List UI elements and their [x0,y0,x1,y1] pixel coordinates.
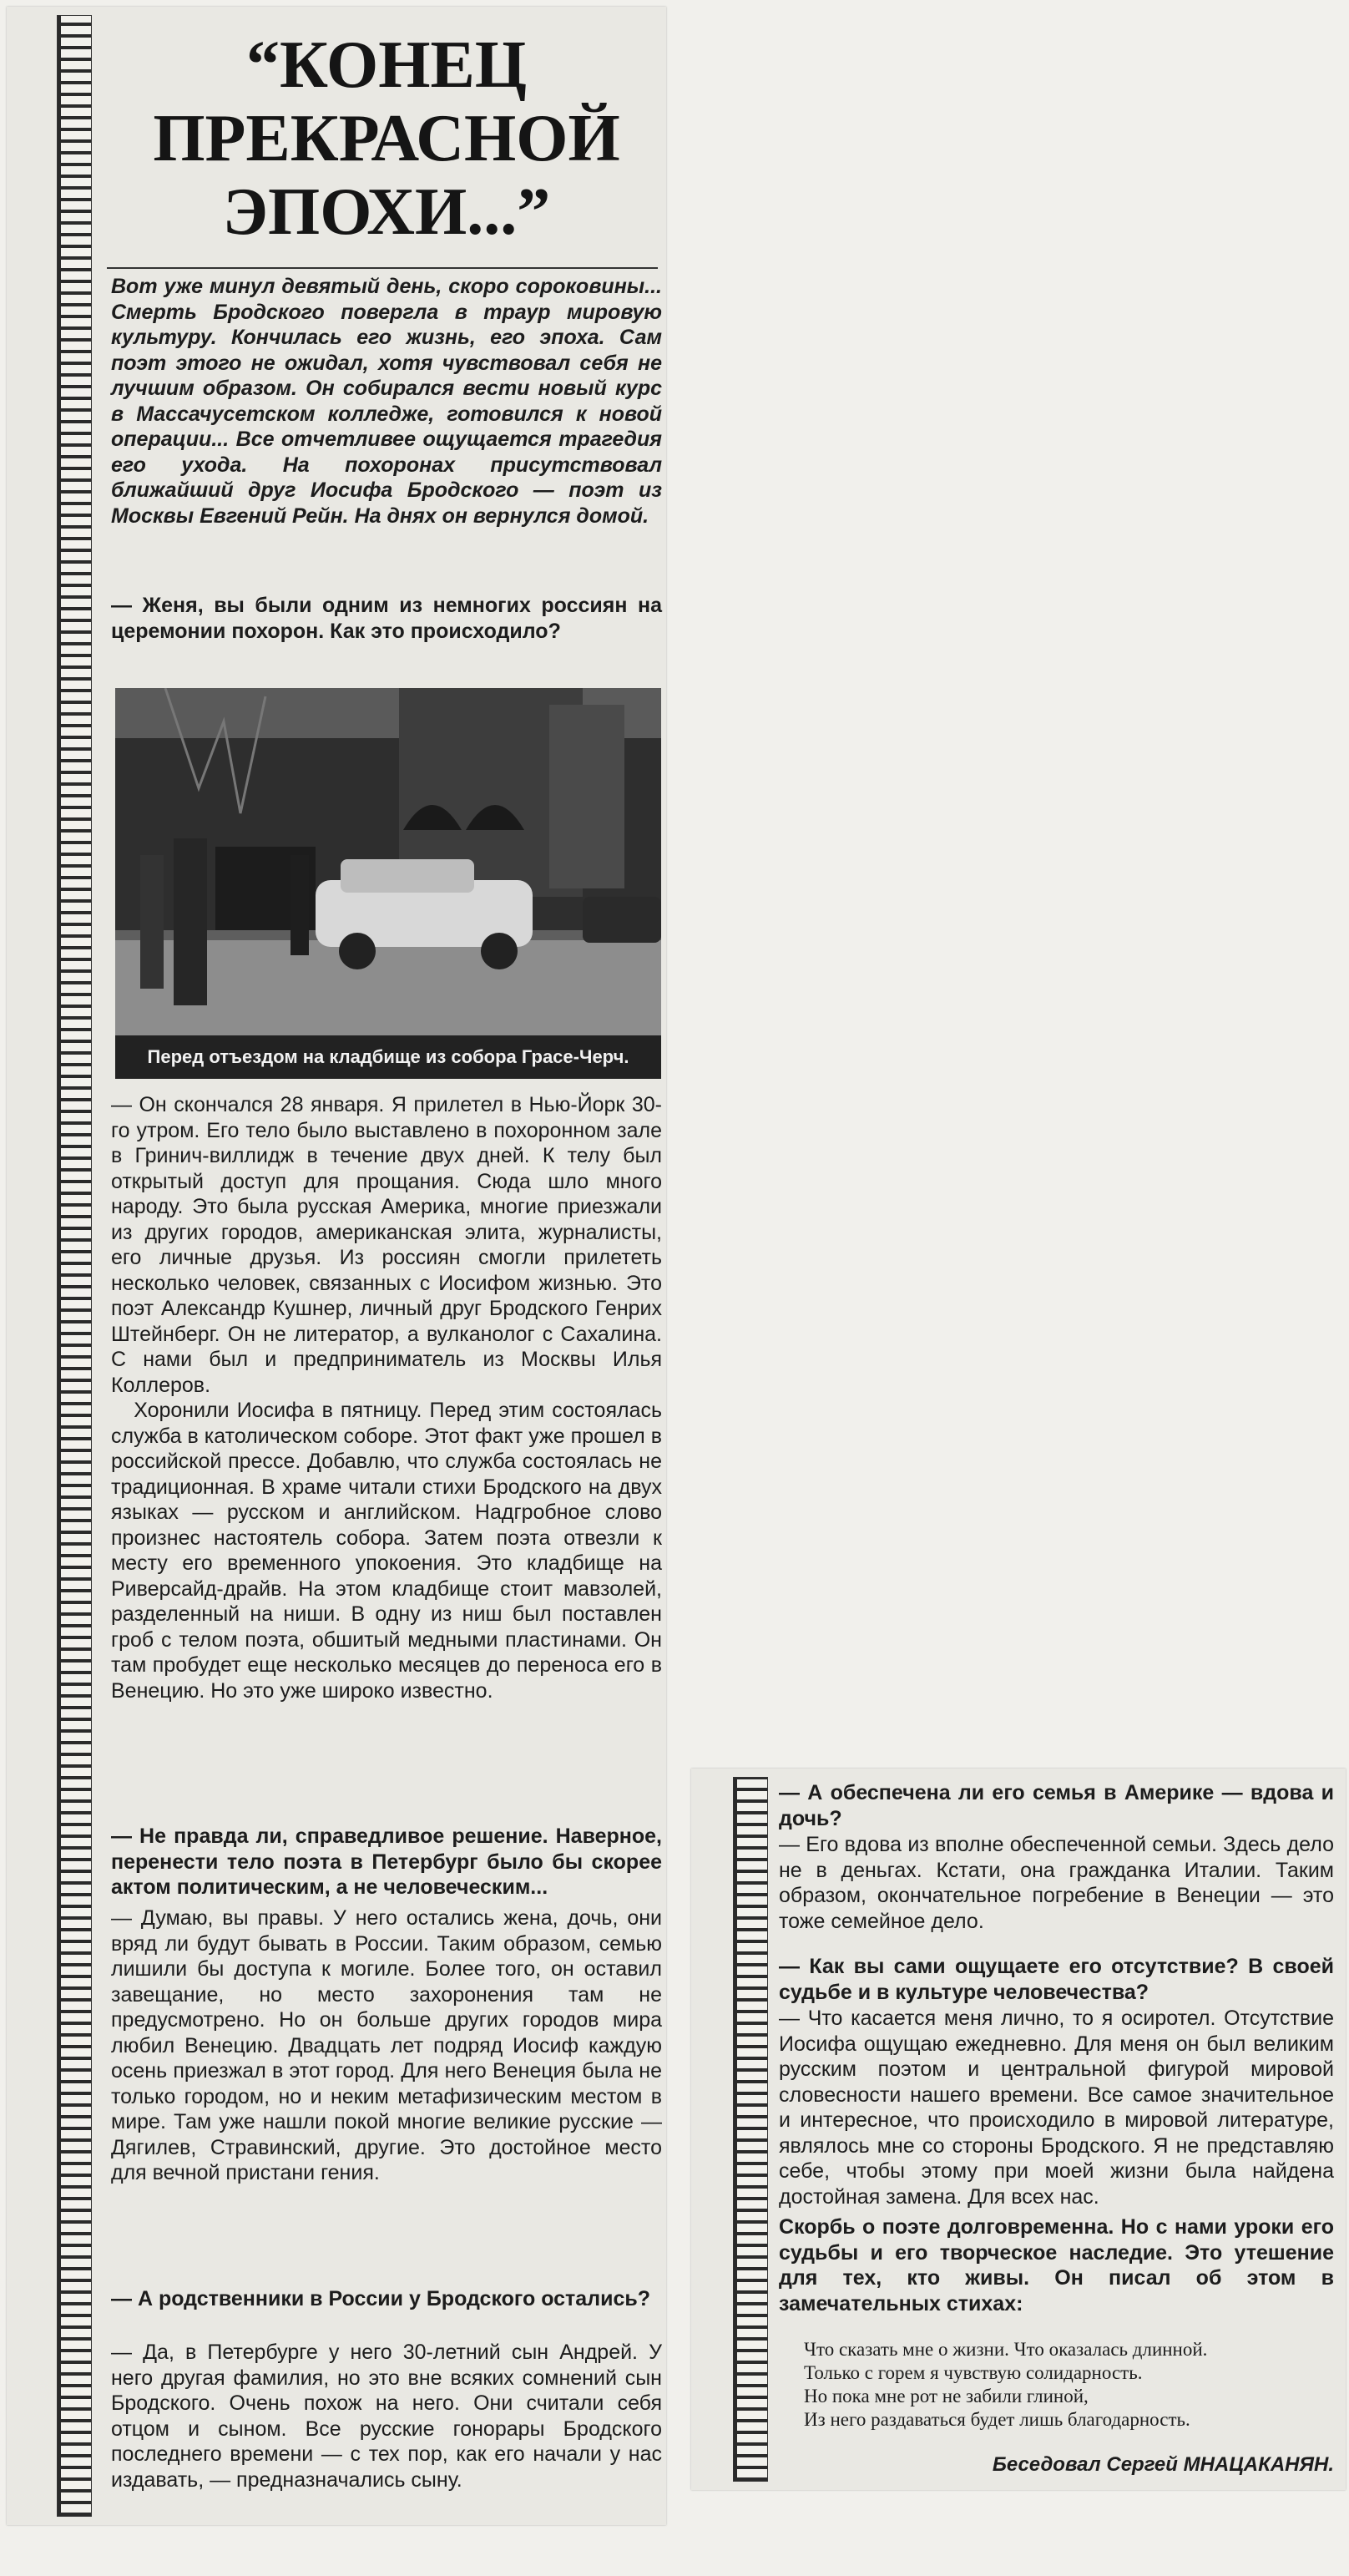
question-2: — Не правда ли, справедливое решение. Наверное, перенести тело поэта в Петербург было бы скорее актом политическим, а не человеческим... [111,1824,662,1899]
article-clipping [7,7,666,2525]
lead-divider [107,267,658,269]
question-4: — А обеспечена ли его семья в Америке — вдова и дочь? [779,1781,1334,1830]
answer-1 [111,1092,662,1703]
answer-3: — Да, в Петербурге у него 30-летний сын Андрей. У него другая фамилия, но это вне всяких сомнений сын Бродского. Очень похож на него. Они считали себя отцом и сыном. Все русские гонорары Бродского последнего времени — с тех пор, как его начали у нас издавать, — предназначались сыну. [111,2341,662,2492]
question-3: — А родственники в России у Бродского остались? [111,2287,650,2310]
photo-caption: Перед отъездом на кладбище из собора Грасе-Черч. [115,1035,661,1079]
meander-border [733,1777,768,2482]
funeral-photo [115,688,661,1079]
answer-5: — Что касается меня лично, то я осиротел. Отсутствие Иосифа ощущаю ежедневно. Для меня он был великим русским поэтом и центральной фигурой мировой словесности нашего времени. Все самое значительное и интересное, что происходило в мировой литературе, являлось мне со стороны Бродского. Я не представляю себе, чтобы этому при моей жизни была найдена достойная замена. Для всех нас. [779,2007,1334,2209]
poem [804,2338,1330,2432]
meander-border [57,15,92,2517]
photo-illustration [115,688,661,1079]
byline: Беседовал Сергей МНАЦАКАНЯН. [992,2453,1334,2476]
poem-line: Что сказать мне о жизни. Что оказалась длинной. [804,2339,1208,2360]
answer-1-part-b: Хоронили Иосифа в пятницу. Перед этим состоялась служба в католическом соборе. Этот факт уже прошел в российской прессе. Добавлю, что служба состоялась не традиционная. В храме читали стихи Бродского на двух языках — русском и английском. Надгробное слово произнес настоятель собора. Затем поэта отвезли к месту его временного упокоения. Это кладбище на Риверсайд-драйв. На этом кладбище стоит мавзолей, разделенный на ниши. В одну из ниш был поставлен гроб с телом поэта, обшитый медными пластинами. Он там пробудет еще несколько месяцев до переноса его в Венецию. Но это уже широко известно. [111,1399,663,1703]
poem-line: Из него раздаваться будет лишь благодарность. [804,2409,1190,2430]
question-5: — Как вы сами ощущаете его отсутствие? В своей судьбе и в культуре человечества? [779,1955,1334,2004]
poem-line: Но пока мне рот не забили глиной, [804,2386,1089,2406]
answer-1-part-a: — Он скончался 28 января. Я прилетел в Нью-Йорк 30-го утром. Его тело было выставлено в похоронном зале в Гринич-виллидж в течение двух дней. К телу был открытый доступ для прощания. Сюда шло много народу. Это была русская Америка, многие приезжали из других городов, американская элита, журналисты, его личные друзья. Из россиян смогли прилететь несколько человек, связанных с Иосифом жизнью. Это поэт Александр Кушнер, личный друг Бродского Генрих Штейнберг. Он не литератор, а вулканолог с Сахалина. С нами был и предприниматель из Москвы Илья Коллеров. [111,1093,662,1397]
question-1: — Женя, вы были одним из немногих россиян на церемонии похорон. Как это происходило? [111,594,662,643]
headline: “КОНЕЦ ПРЕКРАСНОЙ ЭПОХИ...” [153,28,620,249]
poem-line: Только с горем я чувствую солидарность. [804,2362,1143,2383]
answer-2: — Думаю, вы правы. У него остались жена, дочь, они вряд ли будут бывать в России. Таким образом, семью лишили бы доступа к могиле. Более того, он оставил завещание, но место захоронения там не предусмотрено. Но он больше других городов мира любил Венецию. Двадцать лет подряд Иосиф каждую осень приезжал в этот город. Для него Венеция была не только городом, но и неким метафизическим местом в мире. Там уже нашли покой многие великие русские — Дягилев, Стравинский, другие. Это достойное место для вечной пристани гения. [111,1906,662,2184]
continuation-clipping [691,1769,1346,2490]
closing-paragraph: Скорбь о поэте долговременна. Но с нами уроки его судьбы и его творческое наследие. Это утешение для тех, кто живы. Он писал об этом в замечательных стихах: [779,2215,1334,2315]
answer-4: — Его вдова из вполне обеспеченной семьи. Здесь дело не в деньгах. Кстати, она гражданка Италии. Таким образом, окончательное погребение в Венеции — это тоже семейное дело. [779,1833,1334,1933]
lead-paragraph: Вот уже минул девятый день, скоро сороковины... Смерть Бродского повергла в траур мировую культуру. Кончилась его жизнь, его эпоха. Сам поэт этого не ожидал, хотя чувствовал себя не лучшим образом. Он собирался вести новый курс в Массачусетском колледже, готовился к новой операции... Все отчетливее ощущается трагедия его ухода. На похоронах присутствовал ближайший друг Иосифа Бродского — поэт из Москвы Евгений Рейн. На днях он вернулся домой. [111,275,662,528]
